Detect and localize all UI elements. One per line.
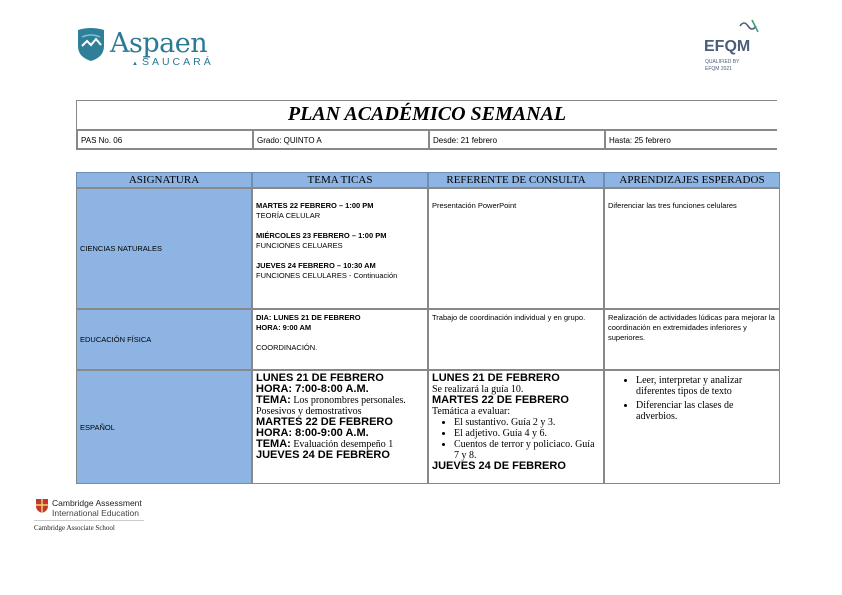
aprendizajes-fisica: Realización de actividades lúdicas para mejorar la coordinación en extremidades inferiores y superiores.	[604, 309, 780, 370]
subject-ciencias: CIENCIAS NATURALES	[80, 244, 162, 253]
column-header-aprendizajes: APRENDIZAJES ESPERADOS	[604, 172, 780, 188]
pas-number: PAS No. 06	[77, 130, 253, 149]
aprendizajes-espanol	[604, 370, 780, 484]
shield-icon	[76, 26, 106, 62]
table-row-subject	[76, 188, 252, 309]
efqm-line2: EFQM 2021	[705, 66, 732, 72]
efqm-line1: QUALIFIED BY	[705, 59, 740, 65]
referente-ciencias: Presentación PowerPoint	[428, 188, 604, 309]
column-header-tematicas: TEMA TICAS	[252, 172, 428, 188]
plan-header-table	[76, 100, 777, 150]
list-item: • Leer, interpretar y analizar diferentes tipos de texto	[636, 375, 776, 397]
efqm-mark-icon	[738, 18, 760, 34]
list-item: • Diferenciar las clases de adverbios.	[636, 400, 776, 422]
page-title: PLAN ACADÉMICO SEMANAL	[287, 103, 567, 125]
learning-goals-list	[608, 375, 776, 422]
list-item: • El sustantivo. Guía 2 y 3.	[454, 417, 600, 428]
table-row-subject	[76, 309, 252, 370]
school-name: Aspaen	[110, 28, 208, 59]
divider	[34, 520, 144, 521]
aprendizajes-ciencias: Diferenciar las tres funciones celulares	[604, 188, 780, 309]
school-subtitle: ▲ SAUCARÁ	[132, 56, 214, 68]
plan-info-row	[77, 129, 777, 150]
cambridge-line1: Cambridge Assessment	[52, 498, 142, 508]
cambridge-shield-icon	[36, 499, 48, 513]
tematicas-espanol: LUNES 21 DE FEBRERO HORA: 7:00-8:00 A.M. TEMA: Los pronombres personales. Posesivos y demostrativos MARTES 22 DE FEBRERO HORA: 8:00-9:00 A.M. TEMA: Evaluación desempeño 1 JUEVES 24 DE FEBRERO	[252, 370, 428, 484]
date-from: Desde: 21 febrero	[429, 130, 605, 149]
efqm-logo	[704, 18, 774, 78]
tematicas-fisica: DIA: LUNES 21 DE FEBRERO HORA: 9:00 AM COORDINACIÓN.	[252, 309, 428, 370]
referente-fisica: Trabajo de coordinación individual y en grupo.	[428, 309, 604, 370]
list-item: • Cuentos de terror y policiaco. Guía 7 y 8.	[454, 439, 600, 461]
cambridge-line2: International Education	[52, 508, 139, 518]
efqm-name: EFQM	[704, 38, 751, 55]
column-header-referente: REFERENTE DE CONSULTA	[428, 172, 604, 188]
subject-fisica: EDUCACIÓN FÍSICA	[80, 335, 152, 344]
table-row-subject	[76, 370, 252, 484]
weekly-plan-table	[76, 172, 776, 484]
cambridge-line3: Cambridge Associate School	[34, 524, 115, 532]
date-to: Hasta: 25 febrero	[605, 130, 777, 149]
referente-espanol: LUNES 21 DE FEBRERO Se realizará la guía 10. MARTES 22 DE FEBRERO Temática a evaluar: • El sustantivo. Guía 2 y 3. • El adjetivo. Guía 4 y 6. • Cuentos de terror y policiaco. Guía 7 y 8. JUEVES 24 DE FEBRERO	[428, 370, 604, 484]
tematicas-ciencias: MARTES 22 FEBRERO – 1:00 PM TEORÍA CELULAR MIÉRCOLES 23 FEBRERO – 1:00 PM FUNCIONES CELUARES JUEVES 24 FEBRERO – 10:30 AM FUNCIONES CELULARES - Continuación	[252, 188, 428, 309]
subject-espanol: ESPAÑOL	[80, 422, 115, 432]
grade: Grado: QUINTO A	[253, 130, 429, 149]
evaluation-topics-list	[432, 417, 600, 461]
column-header-asignatura: ASIGNATURA	[76, 172, 252, 188]
list-item: • El adjetivo. Guía 4 y 6.	[454, 428, 600, 439]
